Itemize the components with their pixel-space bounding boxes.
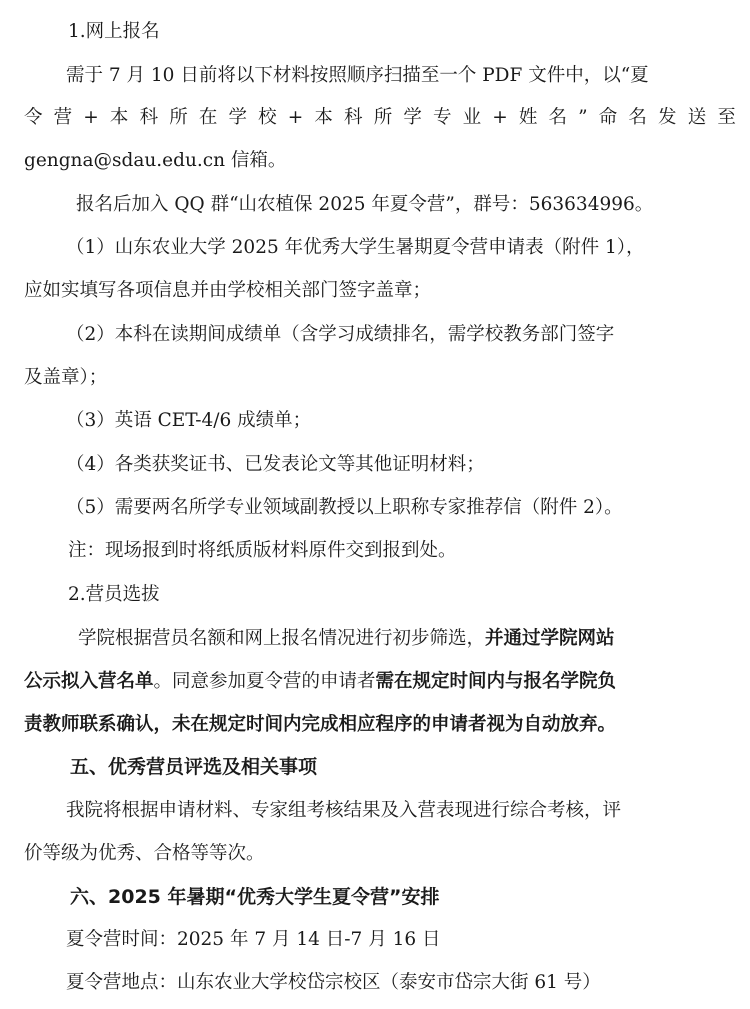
selection-line-2 (24, 667, 750, 697)
heading-section-five: 五、优秀营员评选及相关事项 (70, 756, 318, 778)
spread-char: 科 (139, 107, 159, 128)
list-item-5: （5）需要两名所学专业领域副教授以上职称专家推荐信（附件 2）。 (66, 497, 623, 518)
spread-char: 名 (548, 107, 568, 128)
spread-char: + (492, 107, 508, 128)
spread-char: 姓 (518, 107, 538, 128)
heading-selection: 2.营员选拔 (68, 584, 160, 605)
camp-location-line: 夏令营地点：山东农业大学校岱宗校区（泰安市岱宗大街 61 号） (66, 972, 601, 993)
spread-char: 业 (462, 107, 482, 128)
email-line: gengna@sdau.edu.cn 信箱。 (24, 150, 287, 171)
qq-group-line: 报名后加入 QQ 群“山农植保 2025 年夏令营”，群号：563634996。 (76, 194, 654, 215)
spread-char: 至 (717, 107, 736, 128)
selection-line-1 (78, 624, 750, 654)
selection-text: 。同意参加夏令营的申请者 (153, 671, 376, 692)
spread-char: 送 (687, 107, 707, 128)
section-five-line-1: 我院将根据申请材料、专家组考核结果及入营表现进行综合考核，评 (66, 800, 622, 821)
spread-char: 科 (344, 107, 363, 128)
spread-char: 本 (109, 107, 129, 128)
section-five-line-2: 价等级为优秀、合格等等次。 (24, 843, 265, 864)
list-item-1-cont: 应如实填写各项信息并由学校相关部门签字盖章； (24, 280, 432, 301)
spread-char: 学 (403, 107, 422, 128)
spread-char: 专 (432, 107, 452, 128)
camp-time-line: 夏令营时间：2025 年 7 月 14 日-7 月 16 日 (66, 929, 441, 950)
list-item-3: （3）英语 CET-4/6 成绩单； (66, 410, 312, 431)
selection-text: 学院根据营员名额和网上报名情况进行初步筛选， (78, 628, 486, 649)
spread-char: ” (578, 107, 588, 128)
selection-bold-text: 公示拟入营名单 (24, 671, 154, 692)
heading-section-six: 六、2025 年暑期“优秀大学生夏令营”安排 (70, 886, 440, 908)
spread-char: 学 (228, 107, 247, 128)
note-line: 注：现场报到时将纸质版材料原件交到报到处。 (68, 540, 457, 561)
spread-char: 所 (373, 107, 393, 128)
list-item-2: （2）本科在读期间成绩单（含学习成绩排名，需学校教务部门签字 (66, 324, 615, 345)
paragraph-line-spread (24, 103, 750, 133)
selection-line-3: 责教师联系确认，未在规定时间内完成相应程序的申请者视为自动放弃。 (24, 714, 617, 735)
spread-char: 营 (53, 107, 73, 128)
paragraph-line: 需于 7 月 10 日前将以下材料按照顺序扫描至一个 PDF 文件中，以“夏 (66, 65, 649, 86)
list-item-2-cont: 及盖章）； (24, 367, 108, 388)
spread-char: 发 (658, 107, 677, 128)
list-item-4: （4）各类获奖证书、已发表论文等其他证明材料； (66, 454, 485, 475)
spread-char: 命 (598, 107, 618, 128)
spread-char: 所 (169, 107, 188, 128)
list-item-1: （1）山东农业大学 2025 年优秀大学生暑期夏令营申请表（附件 1）， (66, 237, 645, 258)
spread-char: 名 (628, 107, 647, 128)
selection-bold-text: 并通过学院网站 (485, 628, 615, 649)
spread-char: 在 (198, 107, 218, 128)
spread-char: + (287, 107, 304, 128)
heading-online-registration: 1.网上报名 (68, 21, 160, 42)
spread-char: 校 (258, 107, 277, 128)
spread-char: + (83, 107, 99, 128)
spread-char: 本 (314, 107, 333, 128)
spread-char: 令 (24, 107, 43, 128)
selection-bold-text: 需在规定时间内与报名学院负 (375, 671, 617, 692)
